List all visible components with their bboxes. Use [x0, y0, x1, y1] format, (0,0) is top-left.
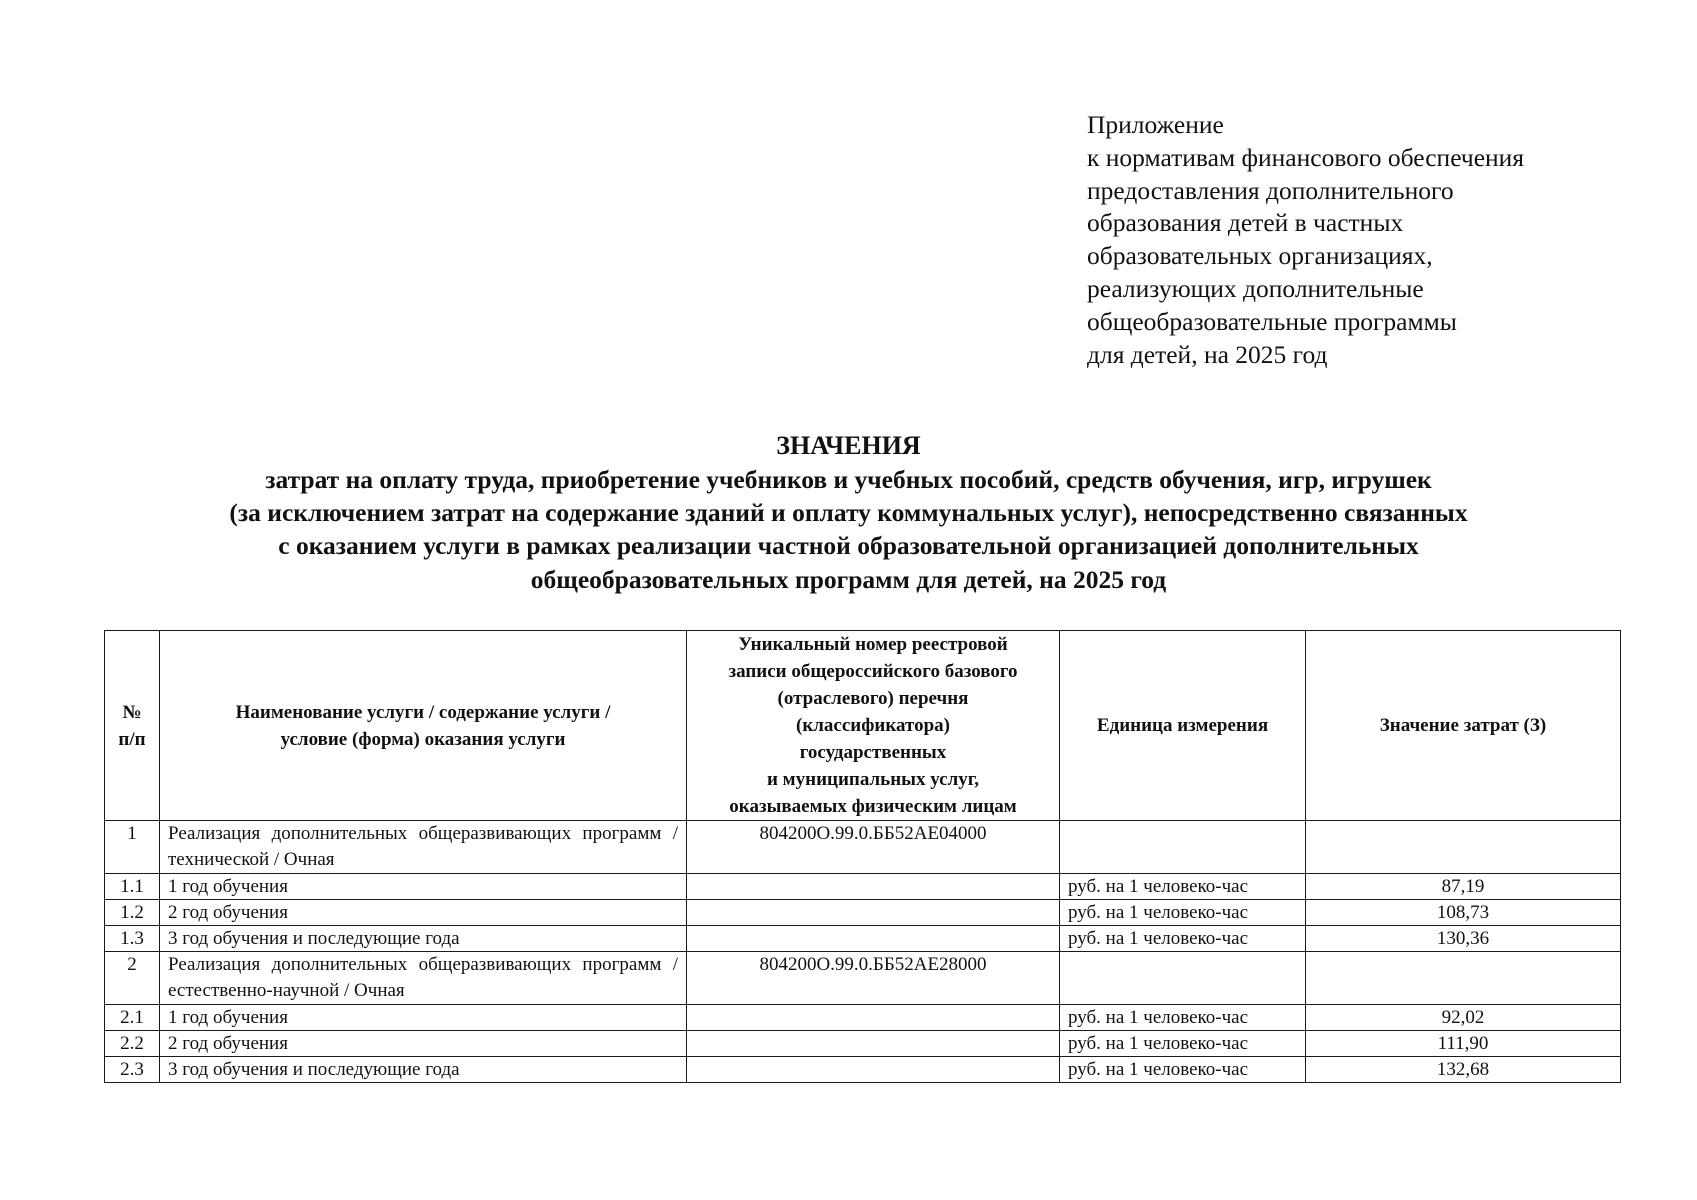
table-row: [105, 821, 1621, 874]
row-registry-code: [687, 874, 1060, 900]
row-number: 1: [105, 821, 160, 874]
row-unit: [1060, 952, 1306, 1005]
table-row: [105, 900, 1621, 926]
appendix-line: образовательных организациях,: [1087, 241, 1433, 271]
header-text: и муниципальных услуг,: [766, 769, 980, 790]
row-registry-code: 804200О.99.0.ББ52АЕ04000: [687, 821, 1060, 874]
row-unit: руб. на 1 человеко-час: [1060, 874, 1306, 900]
row-number: 2: [105, 952, 160, 1005]
document-title: [0, 429, 1697, 596]
row-cost-value: 111,90: [1306, 1031, 1621, 1057]
row-registry-code: [687, 926, 1060, 952]
header-text: Уникальный номер реестровой: [738, 634, 1008, 655]
row-service-name: 1 год обучения: [160, 1005, 687, 1031]
table-row: [105, 1057, 1621, 1083]
row-service-name: 2 год обучения: [160, 1031, 687, 1057]
title-heading: ЗНАЧЕНИЯ: [776, 431, 921, 460]
header-cost-value: Значение затрат (З): [1306, 631, 1621, 821]
row-unit: руб. на 1 человеко-час: [1060, 1031, 1306, 1057]
row-cost-value: 108,73: [1306, 900, 1621, 926]
table-row: [105, 926, 1621, 952]
row-unit: руб. на 1 человеко-час: [1060, 1057, 1306, 1083]
header-text: (классификатора): [796, 715, 950, 736]
appendix-line: общеобразовательные программы: [1087, 306, 1457, 336]
appendix-line: к нормативам финансового обеспечения: [1087, 142, 1525, 172]
header-text: государственных: [799, 742, 947, 763]
header-number: [105, 631, 160, 821]
row-service-name: Реализация дополнительных общеразвивающих программ / естественно-научной / Очная: [160, 952, 687, 1005]
row-number: 1.3: [105, 926, 160, 952]
appendix-line: образования детей в частных: [1087, 208, 1404, 238]
row-service-name: 3 год обучения и последующие года: [160, 926, 687, 952]
appendix-block: [1087, 109, 1524, 371]
table-row: [105, 874, 1621, 900]
row-number: 1.1: [105, 874, 160, 900]
row-service-name: Реализация дополнительных общеразвивающих программ / технической / Очная: [160, 821, 687, 874]
header-text: условие (форма) оказания услуги: [280, 728, 566, 750]
row-number: 2.2: [105, 1031, 160, 1057]
header-text: записи общероссийского базового: [728, 661, 1018, 682]
row-registry-code: 804200О.99.0.ББ52АЕ28000: [687, 952, 1060, 1005]
table-row: [105, 952, 1621, 1005]
title-line: затрат на оплату труда, приобретение учебников и учебных пособий, средств обучения, игр, игрушек: [265, 465, 1432, 494]
row-number: 2.3: [105, 1057, 160, 1083]
row-registry-code: [687, 900, 1060, 926]
cost-values-table: [104, 630, 1621, 1083]
row-unit: руб. на 1 человеко-час: [1060, 900, 1306, 926]
row-cost-value: 87,19: [1306, 874, 1621, 900]
header-text: п/п: [118, 728, 146, 750]
row-service-name: 3 год обучения и последующие года: [160, 1057, 687, 1083]
row-cost-value: 92,02: [1306, 1005, 1621, 1031]
title-line: (за исключением затрат на содержание зданий и оплату коммунальных услуг), непосредственно связанных: [229, 498, 1468, 528]
header-text: (отраслевого) перечня: [777, 688, 969, 709]
row-unit: [1060, 821, 1306, 874]
row-unit: руб. на 1 человеко-час: [1060, 926, 1306, 952]
row-number: 2.1: [105, 1005, 160, 1031]
row-unit: руб. на 1 человеко-час: [1060, 1005, 1306, 1031]
header-service-name: [160, 631, 687, 821]
appendix-line: предоставления дополнительного: [1087, 175, 1454, 205]
row-registry-code: [687, 1031, 1060, 1057]
row-cost-value: 132,68: [1306, 1057, 1621, 1083]
title-line: общеобразовательных программ для детей, на 2025 год: [530, 564, 1167, 594]
row-registry-code: [687, 1005, 1060, 1031]
row-number: 1.2: [105, 900, 160, 926]
header-text: оказываемых физическим лицам: [729, 796, 1017, 817]
row-cost-value: 130,36: [1306, 926, 1621, 952]
title-line: с оказанием услуги в рамках реализации частной образовательной организацией дополнительных: [278, 531, 1419, 561]
row-cost-value: [1306, 821, 1621, 874]
table-header-row: [105, 631, 1621, 821]
table-row: [105, 1031, 1621, 1057]
row-service-name: 2 год обучения: [160, 900, 687, 926]
row-service-name: 1 год обучения: [160, 874, 687, 900]
appendix-line: Приложение: [1087, 110, 1224, 139]
header-text: №: [122, 701, 142, 723]
row-registry-code: [687, 1057, 1060, 1083]
header-text: Наименование услуги / содержание услуги /: [235, 701, 611, 723]
header-registry-number: [687, 631, 1060, 821]
appendix-line: для детей, на 2025 год: [1087, 339, 1328, 369]
row-cost-value: [1306, 952, 1621, 1005]
appendix-line: реализующих дополнительные: [1087, 273, 1424, 303]
header-unit: Единица измерения: [1060, 631, 1306, 821]
table-row: [105, 1005, 1621, 1031]
